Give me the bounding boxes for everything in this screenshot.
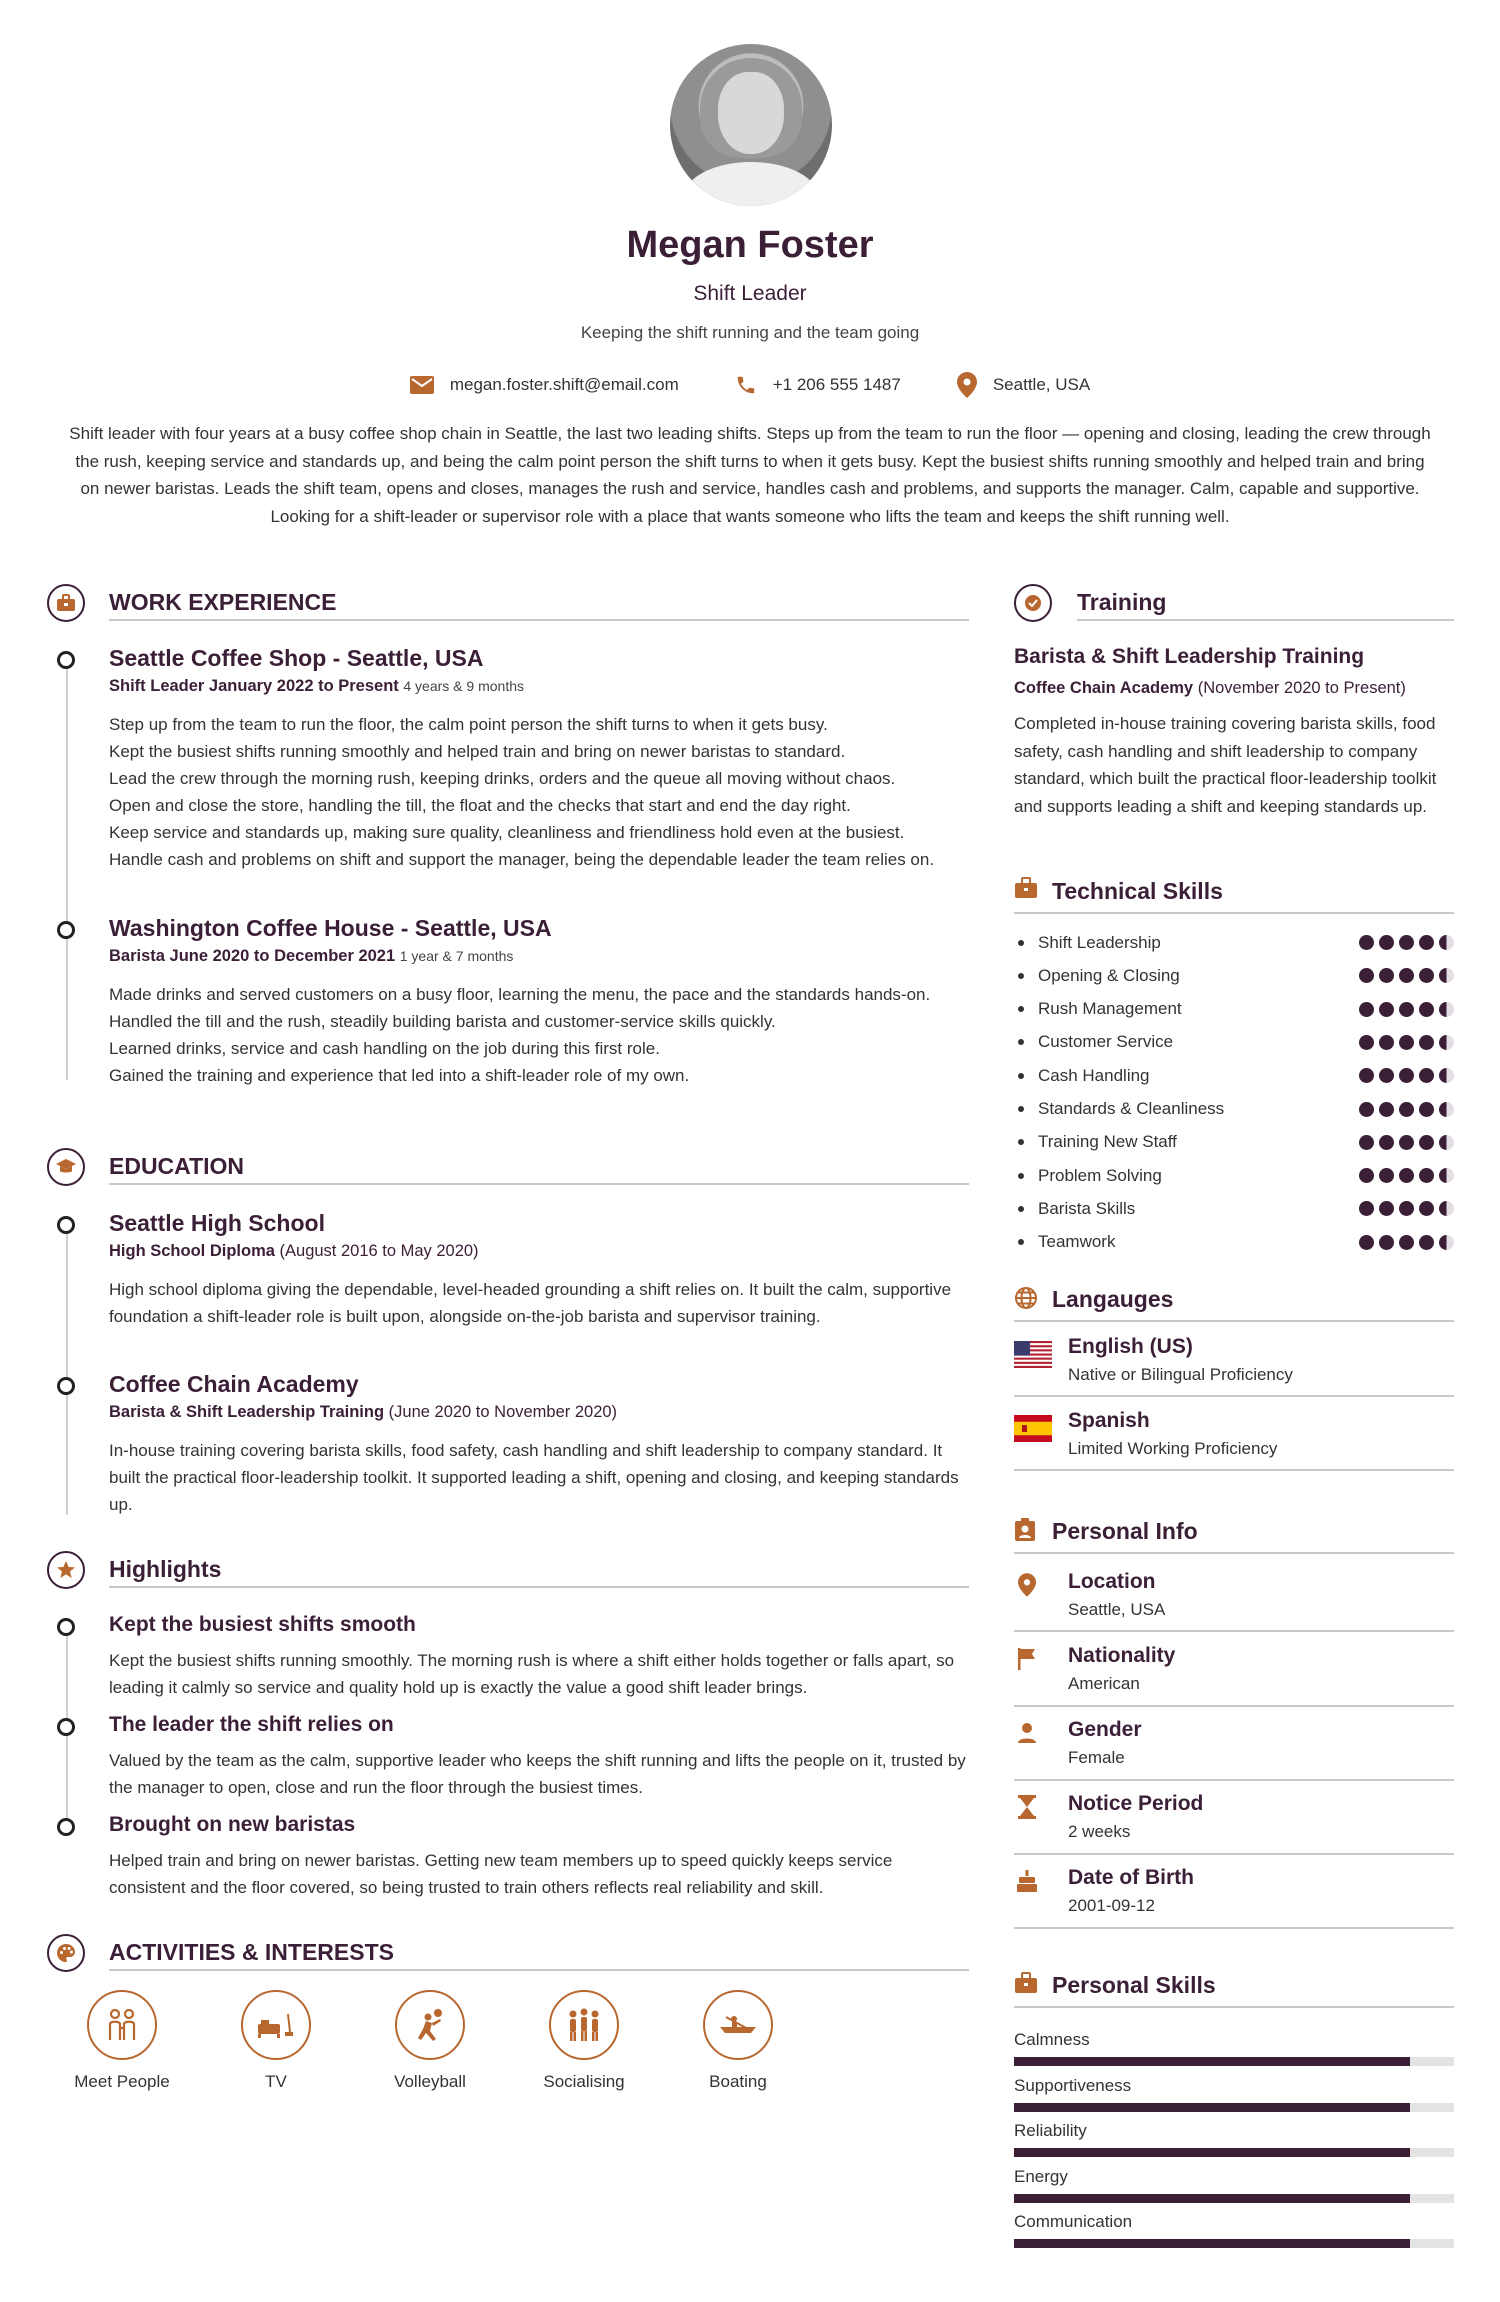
skill-rating [1359, 1035, 1454, 1050]
skill-rating [1359, 1002, 1454, 1017]
timeline-dot [57, 1818, 75, 1836]
info-divider [1014, 1853, 1454, 1855]
activities-heading [47, 1934, 85, 1972]
rating-dot [1419, 1068, 1434, 1083]
training-heading [1014, 584, 1052, 622]
technical-skill-row [1014, 959, 1454, 992]
skill-level-fill [1014, 2103, 1410, 2112]
info-value: 2 weeks [1068, 1822, 1131, 1841]
rating-dot [1399, 1035, 1414, 1050]
info-label: Nationality [1068, 1644, 1176, 1667]
rating-dot [1359, 1102, 1374, 1117]
technical-skills-rule [1014, 912, 1454, 914]
rating-dot [1399, 1201, 1414, 1216]
candidate-title: Shift Leader [693, 282, 807, 305]
job-line: Kept the busiest shifts running smoothly and helped train and bring on newer baristas to standard. [109, 742, 846, 761]
job-line: Gained the training and experience that led into a shift-leader role of my own. [109, 1066, 690, 1085]
info-divider [1014, 1630, 1454, 1632]
training-dates: (November 2020 to Present) [1197, 679, 1406, 697]
technical-skill-row [1014, 1192, 1454, 1225]
language-level: Limited Working Proficiency [1068, 1439, 1278, 1458]
meet-people-icon [87, 1990, 157, 2060]
skill-name: Shift Leadership [1038, 932, 1161, 952]
language-divider [1014, 1395, 1454, 1397]
contact-phone[interactable] [735, 372, 901, 398]
skill-name: Cash Handling [1038, 1065, 1150, 1085]
rating-dot [1379, 1068, 1394, 1083]
info-divider [1014, 1705, 1454, 1707]
profile-summary: Shift leader with four years at a busy coffee shop chain in Seattle, the last two leading shifts. Steps up from the team to run the floor — opening and closing, leading the crew through the rush, keeping service and standards up, and being the calm point person the shift turns to when it gets busy. Kept the busiest shifts running smoothly and helped train and bring on newer baristas. Leads the shift team, opens and closes, manages the rush and service, handles cash and problems, and supports the manager. Calm, capable and supportive. Looking for a shift-leader or supervisor role with a place that wants someone who lifts the team and keeps the shift running well. [69, 424, 1431, 526]
personal-skills-rule [1014, 2006, 1454, 2008]
activity-label: Boating [709, 2072, 767, 2091]
highlight-title: Brought on new baristas [109, 1813, 356, 1836]
candidate-name: Megan Foster [626, 224, 874, 266]
email-text: megan.foster.shift@email.com [449, 375, 679, 394]
skill-level-bar [1014, 2239, 1454, 2248]
rating-dot [1419, 1035, 1434, 1050]
highlight-description: Kept the busiest shifts running smoothly. The morning rush is where a shift either holds together or falls apart, so leading it calmly so service and quality hold up is exactly the value a good shift leader brings. [109, 1651, 955, 1697]
rating-dot [1439, 1035, 1454, 1050]
email-icon [410, 376, 434, 394]
timeline-dot [57, 651, 75, 669]
job-line: Learned drinks, service and cash handling on the job during this first role. [109, 1039, 660, 1058]
rating-dot [1359, 1135, 1374, 1150]
technical-skill-row [1014, 1226, 1454, 1259]
graduation-cap-icon [47, 1148, 85, 1186]
school-dates: (August 2016 to May 2020) [279, 1242, 479, 1260]
volleyball-icon [395, 1990, 465, 2060]
rating-dot [1379, 1102, 1394, 1117]
rating-dot [1439, 1235, 1454, 1250]
palette-icon [47, 1934, 85, 1972]
rating-dot [1379, 1201, 1394, 1216]
info-value: Female [1068, 1748, 1125, 1767]
rating-dot [1379, 1235, 1394, 1250]
personal-skill-item [1014, 2030, 1454, 2050]
bullet [1018, 1039, 1024, 1045]
training-org-dates [1014, 679, 1406, 698]
technical-skill-row [1014, 1093, 1454, 1126]
personal-skill-item [1014, 2212, 1454, 2232]
job-company: Washington Coffee House - Seattle, USA [109, 915, 552, 941]
id-badge-icon [1014, 1518, 1036, 1542]
education-heading [47, 1148, 85, 1186]
skill-rating [1359, 935, 1454, 950]
skill-rating [1359, 1135, 1454, 1150]
language-name: English (US) [1068, 1335, 1193, 1358]
languages-rule [1014, 1320, 1454, 1322]
skill-name: Standards & Cleanliness [1038, 1099, 1225, 1118]
rating-dot [1419, 1102, 1434, 1117]
work-experience-heading [47, 584, 85, 622]
skill-rating [1359, 1068, 1454, 1083]
timeline-dot [57, 1718, 75, 1736]
school-degree-dates [109, 1242, 479, 1261]
technical-skill-row [1014, 1059, 1454, 1092]
job-role-dates [109, 677, 524, 696]
info-value: Seattle, USA [1068, 1600, 1166, 1619]
phone-icon [735, 374, 757, 396]
skill-name: Barista Skills [1038, 1198, 1136, 1218]
job-description [109, 981, 969, 1089]
highlight-description: Valued by the team as the calm, supportive leader who keeps the shift running and lifts the people on it, trusted by the manager to open, close and run the floor through the busiest times. [109, 1751, 966, 1797]
personal-skill-item [1014, 2167, 1454, 2187]
personal-info-rule [1014, 1552, 1454, 1554]
rating-dot [1399, 1235, 1414, 1250]
skill-rating [1359, 1235, 1454, 1250]
person-icon [1014, 1720, 1040, 1746]
rating-dot [1399, 1168, 1414, 1183]
rating-dot [1439, 1201, 1454, 1216]
rating-dot [1439, 968, 1454, 983]
skill-level-fill [1014, 2148, 1410, 2157]
school-dates: (June 2020 to November 2020) [388, 1403, 618, 1421]
skill-rating [1359, 968, 1454, 983]
rating-dot [1419, 1235, 1434, 1250]
info-label: Notice Period [1068, 1792, 1204, 1815]
hourglass-icon [1014, 1794, 1040, 1820]
activity-item [365, 1990, 495, 2092]
rating-dot [1359, 968, 1374, 983]
job-line: Made drinks and served customers on a busy floor, learning the menu, the pace and the standards hands-on. [109, 985, 931, 1004]
us-flag-icon [1014, 1341, 1052, 1368]
timeline-dot [57, 1216, 75, 1234]
rating-dot [1439, 1102, 1454, 1117]
job-company: Seattle Coffee Shop - Seattle, USA [109, 645, 484, 671]
tv-icon [241, 1990, 311, 2060]
skill-name: Customer Service [1038, 1032, 1174, 1052]
rating-dot [1359, 1235, 1374, 1250]
rating-dot [1439, 935, 1454, 950]
rating-dot [1439, 1002, 1454, 1017]
rating-dot [1419, 968, 1434, 983]
activity-item [673, 1990, 803, 2092]
job-duration: 4 years & 9 months [403, 678, 524, 694]
rating-dot [1359, 1168, 1374, 1183]
activity-label: Meet People [74, 2072, 170, 2091]
training-description: Completed in-house training covering barista skills, food safety, cash handling and shift leadership to company standard, which built the practical floor-leadership toolkit and supports leading a shift and keeping standards up. [1014, 714, 1437, 816]
skill-rating [1359, 1102, 1454, 1117]
highlight-description: Helped train and bring on newer baristas. Getting new team members up to speed quickly keeps service consistent and the floor covered, so being trusted to train others reflects real reliability and skill. [109, 1851, 893, 1897]
personal-skill-label: Calmness [1014, 2030, 1090, 2049]
language-divider [1014, 1469, 1454, 1471]
bullet [1018, 1106, 1024, 1112]
bullet [1018, 1073, 1024, 1079]
training-org: Coffee Chain Academy [1014, 679, 1194, 697]
job-duration: 1 year & 7 months [399, 948, 514, 964]
rating-dot [1439, 1068, 1454, 1083]
school-degree: High School Diploma [109, 1242, 275, 1260]
technical-skills-title: Technical Skills [1052, 878, 1223, 904]
bullet [1018, 1139, 1024, 1145]
rating-dot [1439, 1168, 1454, 1183]
skill-rating [1359, 1168, 1454, 1183]
highlight-title: The leader the shift relies on [109, 1713, 394, 1736]
personal-skills-title: Personal Skills [1052, 1972, 1216, 1998]
timeline-dot [57, 1377, 75, 1395]
activities-title: ACTIVITIES & INTERESTS [109, 1939, 394, 1965]
rating-dot [1379, 968, 1394, 983]
technical-skills-heading [1014, 877, 1038, 899]
activity-label: Volleyball [394, 2072, 466, 2091]
personal-info-heading [1014, 1518, 1036, 1542]
star-badge-icon [47, 1551, 85, 1589]
personal-skill-label: Energy [1014, 2166, 1068, 2186]
personal-skill-item [1014, 2121, 1454, 2141]
technical-skill-row [1014, 1159, 1454, 1192]
socialising-icon [549, 1990, 619, 2060]
info-label: Location [1068, 1570, 1156, 1593]
rating-dot [1359, 1035, 1374, 1050]
job-line: Handle cash and problems on shift and support the manager, being the dependable leader the team relies on. [109, 850, 935, 869]
job-description [109, 711, 969, 873]
certificate-icon [1014, 584, 1052, 622]
job-line: Handled the till and the rush, steadily building barista and customer-service skills quickly. [109, 1012, 776, 1031]
work-experience-title: WORK EXPERIENCE [109, 589, 337, 615]
rating-dot [1359, 1201, 1374, 1216]
rating-dot [1439, 1135, 1454, 1150]
contact-bar [0, 372, 1500, 398]
personal-skill-label: Communication [1014, 2212, 1133, 2231]
school-name: Coffee Chain Academy [109, 1371, 359, 1397]
skill-level-bar [1014, 2103, 1454, 2112]
highlights-rule [109, 1586, 969, 1588]
personal-info-title: Personal Info [1052, 1518, 1198, 1544]
rating-dot [1419, 935, 1434, 950]
technical-skill-row [1014, 993, 1454, 1026]
skill-name: Rush Management [1038, 999, 1182, 1019]
rating-dot [1379, 1035, 1394, 1050]
profile-photo [670, 44, 832, 206]
info-label: Date of Birth [1068, 1866, 1194, 1889]
languages-heading [1014, 1286, 1038, 1310]
highlights-title: Highlights [109, 1556, 222, 1582]
school-degree: Barista & Shift Leadership Training [109, 1403, 385, 1421]
skill-level-bar [1014, 2194, 1454, 2203]
languages-title: Langauges [1052, 1286, 1174, 1312]
training-rule [1077, 619, 1454, 621]
school-name: Seattle High School [109, 1210, 325, 1236]
bullet [1018, 1173, 1024, 1179]
location-pin-icon [957, 372, 977, 398]
rating-dot [1399, 1068, 1414, 1083]
personal-skill-label: Supportiveness [1014, 2075, 1132, 2095]
rating-dot [1379, 1135, 1394, 1150]
rating-dot [1379, 1168, 1394, 1183]
work-timeline [66, 660, 68, 1080]
skill-name: Training New Staff [1038, 1132, 1177, 1152]
phone-text: +1 206 555 1487 [772, 375, 901, 394]
skill-level-fill [1014, 2194, 1410, 2203]
contact-email[interactable] [410, 372, 679, 398]
skill-name: Opening & Closing [1038, 965, 1180, 985]
highlight-title: Kept the busiest shifts smooth [109, 1613, 416, 1636]
rating-dot [1399, 968, 1414, 983]
technical-skill-row [1014, 1026, 1454, 1059]
timeline-dot [57, 1618, 75, 1636]
education-timeline [66, 1225, 68, 1515]
location-pin-icon [1014, 1572, 1040, 1598]
location-text: Seattle, USA [992, 375, 1091, 394]
bullet [1018, 1206, 1024, 1212]
info-label: Gender [1068, 1718, 1142, 1741]
skill-rating [1359, 1201, 1454, 1216]
activity-label: TV [265, 2072, 287, 2091]
briefcase-icon [1014, 1972, 1038, 1994]
skill-level-fill [1014, 2239, 1410, 2248]
language-name: Spanish [1068, 1409, 1150, 1432]
school-degree-dates [109, 1403, 617, 1422]
candidate-tagline: Keeping the shift running and the team going [580, 323, 920, 342]
rating-dot [1359, 1002, 1374, 1017]
info-divider [1014, 1779, 1454, 1781]
briefcase-icon [1014, 877, 1038, 899]
spain-flag-icon [1014, 1415, 1052, 1442]
job-line: Lead the crew through the morning rush, keeping drinks, orders and the queue all moving without chaos. [109, 769, 896, 788]
rating-dot [1359, 935, 1374, 950]
activity-item [57, 1990, 187, 2092]
rating-dot [1359, 1068, 1374, 1083]
job-role-dates-text: Barista June 2020 to December 2021 [109, 947, 396, 965]
technical-skill-row [1014, 1126, 1454, 1159]
info-divider [1014, 1927, 1454, 1929]
school-description: High school diploma giving the dependable, level-headed grounding a shift relies on. It built the calm, supportive foundation a shift-leader role is built upon, alongside on-the-job barista and supervisor training. [109, 1280, 952, 1326]
bullet [1018, 940, 1024, 946]
activities-rule [109, 1969, 969, 1971]
rating-dot [1419, 1201, 1434, 1216]
personal-skill-label: Reliability [1014, 2121, 1087, 2140]
job-line: Step up from the team to run the floor, the calm point person the shift turns to when it gets busy. [109, 715, 828, 734]
education-rule [109, 1183, 969, 1185]
job-line: Keep service and standards up, making sure quality, cleanliness and friendliness hold even at the busiest. [109, 823, 905, 842]
rating-dot [1399, 1102, 1414, 1117]
training-title: Training [1077, 589, 1167, 615]
education-title: EDUCATION [109, 1153, 245, 1179]
skill-level-bar [1014, 2057, 1454, 2066]
job-line: Open and close the store, handling the till, the float and the checks that start and end the day right. [109, 796, 851, 815]
job-role-dates [109, 947, 513, 966]
job-role-dates-text: Shift Leader January 2022 to Present [109, 677, 399, 695]
bullet [1018, 1239, 1024, 1245]
personal-skill-item [1014, 2076, 1454, 2096]
rating-dot [1379, 1002, 1394, 1017]
rating-dot [1399, 935, 1414, 950]
globe-icon [1014, 1286, 1038, 1310]
briefcase-icon [47, 584, 85, 622]
rating-dot [1379, 935, 1394, 950]
rating-dot [1399, 1135, 1414, 1150]
skill-level-fill [1014, 2057, 1410, 2066]
rating-dot [1419, 1168, 1434, 1183]
work-experience-rule [109, 619, 969, 621]
highlights-heading [47, 1551, 85, 1589]
skill-level-bar [1014, 2148, 1454, 2157]
rating-dot [1419, 1002, 1434, 1017]
boating-icon [703, 1990, 773, 2060]
skill-name: Teamwork [1038, 1232, 1116, 1252]
activity-label: Socialising [543, 2072, 625, 2091]
contact-location [957, 372, 1090, 398]
activity-item [519, 1990, 649, 2092]
bullet [1018, 1006, 1024, 1012]
info-value: American [1068, 1674, 1140, 1693]
timeline-dot [57, 921, 75, 939]
skill-name: Problem Solving [1038, 1165, 1162, 1185]
school-description: In-house training covering barista skills, food safety, cash handling and shift leadership to company standard. It built the practical floor-leadership toolkit. It supported leading a shift, opening and closing, and keeping standards up. [109, 1441, 959, 1514]
rating-dot [1399, 1002, 1414, 1017]
rating-dot [1419, 1135, 1434, 1150]
technical-skill-row [1014, 926, 1454, 959]
flag-icon [1014, 1646, 1040, 1672]
bullet [1018, 973, 1024, 979]
training-course: Barista & Shift Leadership Training [1014, 645, 1365, 668]
language-level: Native or Bilingual Proficiency [1068, 1365, 1293, 1384]
cake-icon [1014, 1868, 1040, 1894]
info-value: 2001-09-12 [1068, 1896, 1155, 1915]
personal-skills-heading [1014, 1972, 1038, 1994]
activity-item [211, 1990, 341, 2092]
